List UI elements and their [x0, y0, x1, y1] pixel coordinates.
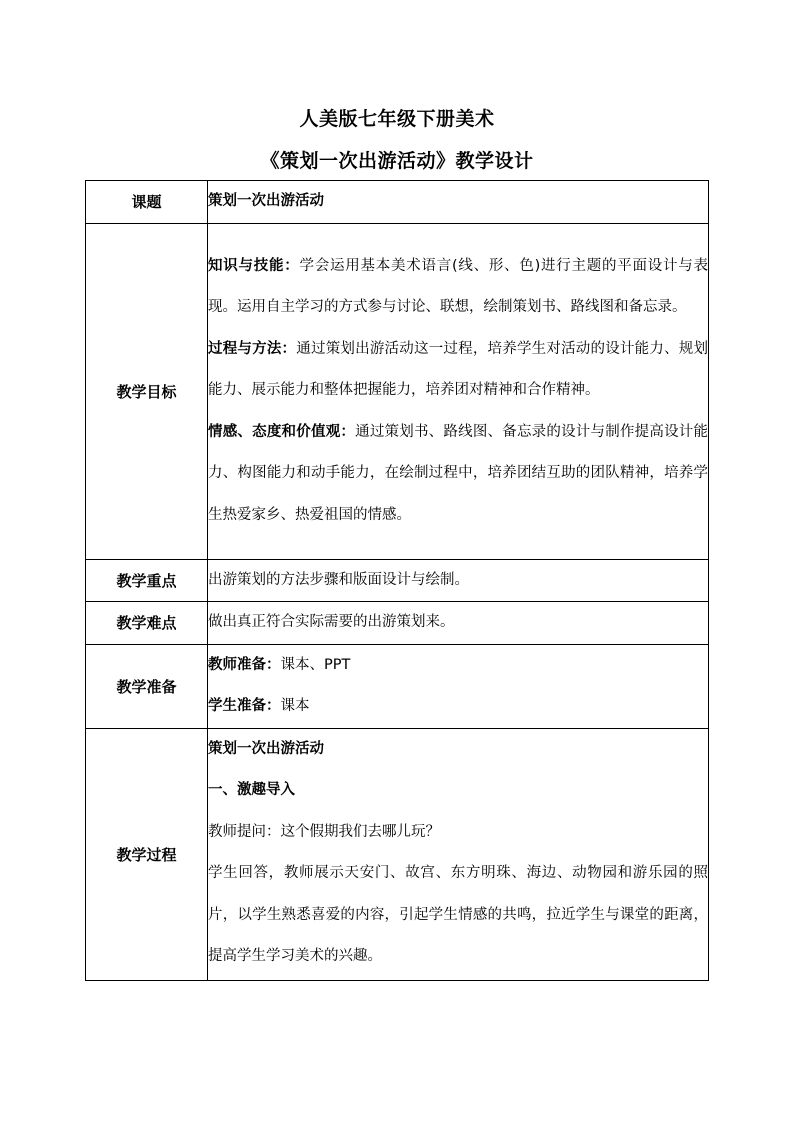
process-method-text: 通过策划出游活动这一过程，培养学生对活动的设计能力、规划能力、展示能力和整体把握能力，培养团对精神和合作精神。 [208, 340, 709, 399]
table-row-objectives [86, 223, 709, 559]
process-method-label: 过程与方法： [208, 340, 297, 357]
key-point-label: 教学重点 [86, 559, 208, 602]
topic-value: 策划一次出游活动 [208, 181, 709, 224]
key-point-value: 出游策划的方法步骤和版面设计与绘制。 [208, 559, 709, 602]
table-row-process [86, 728, 709, 980]
teacher-prep-text: 课本、PPT [280, 656, 351, 673]
table-row-preparation [86, 644, 709, 728]
preparation-content [208, 644, 709, 728]
knowledge-text: 学会运用基本美术语言(线、形、色)进行主题的平面设计与表现。运用自主学习的方式参与讨论、联想，绘制策划书、路线图和备忘录。 [208, 257, 709, 316]
table-row-topic [86, 181, 709, 224]
emotion-label: 情感、态度和价值观： [208, 423, 356, 440]
student-prep-label: 学生准备： [208, 698, 281, 714]
objectives-content [208, 223, 709, 559]
process-question: 教师提问：这个假期我们去哪儿玩？ [208, 823, 440, 840]
objectives-label: 教学目标 [86, 223, 208, 559]
process-content [208, 728, 709, 980]
topic-label: 课题 [86, 181, 208, 224]
teacher-preparation [208, 645, 708, 687]
lesson-plan-table [85, 180, 709, 981]
document-subtitle: 《策划一次出游活动》教学设计 [260, 150, 534, 172]
process-answer: 学生回答，教师展示天安门、故宫、东方明珠、海边、动物园和游乐园的照片，以学生熟悉喜爱的内容，引起学生情感的共鸣，拉近学生与课堂的距离，提高学生学习美术的兴趣。 [208, 865, 708, 964]
student-preparation [208, 686, 708, 728]
preparation-label: 教学准备 [86, 644, 208, 728]
teacher-prep-label: 教师准备： [208, 656, 281, 673]
objective-emotion [208, 412, 708, 537]
process-heading: 策划一次出游活动 [208, 740, 324, 757]
document-title: 人美版七年级下册美术 [299, 108, 495, 130]
student-prep-text: 课本 [280, 698, 310, 714]
objective-process [208, 329, 708, 412]
table-row-key-point [86, 559, 709, 602]
knowledge-label: 知识与技能： [208, 257, 300, 274]
process-section-1: 一、激趣导入 [208, 782, 295, 798]
table-row-difficulty [86, 602, 709, 645]
difficulty-value: 做出真正符合实际需要的出游策划来。 [208, 602, 709, 645]
difficulty-label: 教学难点 [86, 602, 208, 645]
process-label: 教学过程 [86, 728, 208, 980]
objective-knowledge [208, 246, 708, 329]
emotion-text: 通过策划书、路线图、备忘录的设计与制作提高设计能力、构图能力和动手能力，在绘制过程中，培养团结互助的团队精神，培养学生热爱家乡、热爱祖国的情感。 [208, 423, 709, 523]
